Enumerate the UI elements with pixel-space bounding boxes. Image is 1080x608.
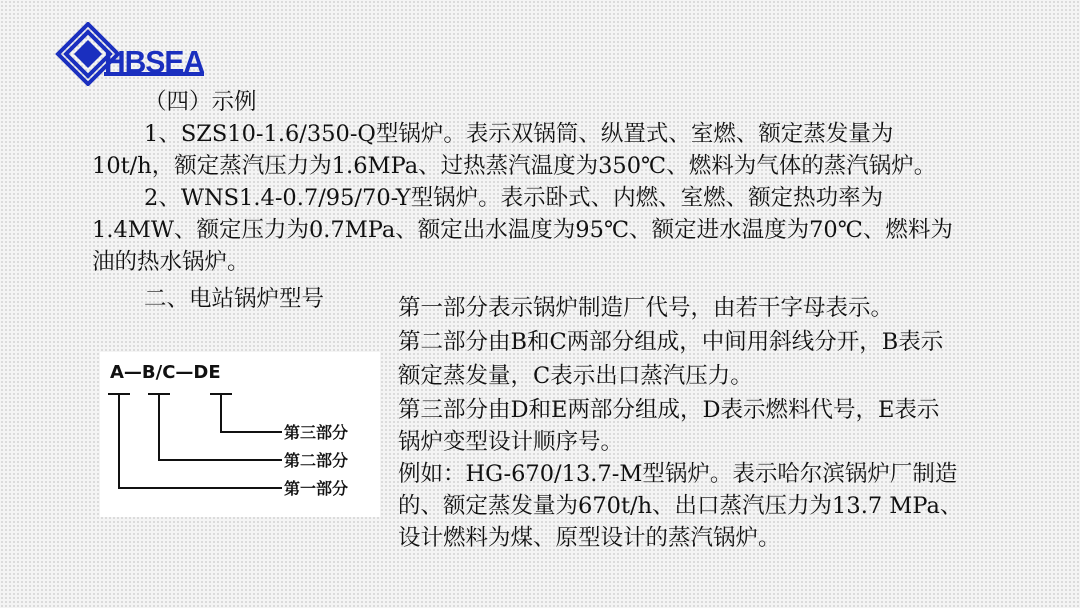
example2-line2: 1.4MW、额定压力为0.7MPa、额定出水温度为95℃、额定进水温度为70℃、燃料为 (92, 217, 953, 243)
part2-desc-line1: 第二部分由B和C两部分组成，中间用斜线分开，B表示 (398, 329, 944, 355)
example-line1: 例如：HG-670/13.7-M型锅炉。表示哈尔滨锅炉厂制造 (398, 461, 958, 487)
diagram-part1-label: 第一部分 (284, 479, 349, 498)
diagram-part3-label: 第三部分 (284, 423, 349, 442)
diagram-formula: A—B/C—DE (110, 362, 221, 383)
example-line3: 设计燃料为煤、原型设计的蒸汽锅炉。 (398, 525, 781, 551)
boiler-model-diagram (100, 352, 380, 517)
logo-text: HBSEA (104, 45, 205, 80)
section4-heading: （四）示例 (144, 89, 257, 115)
part2-desc-line2: 额定蒸发量，C表示出口蒸汽压力。 (398, 363, 753, 389)
part3-desc-line1: 第三部分由D和E两部分组成，D表示燃料代号，E表示 (398, 397, 940, 423)
example1-line1: 1、SZS10-1.6/350-Q型锅炉。表示双锅筒、纵置式、室燃、额定蒸发量为 (144, 121, 894, 147)
example-line2: 的、额定蒸发量为670t/h、出口蒸汽压力为13.7 MPa、 (398, 493, 963, 519)
section2-heading: 二、电站锅炉型号 (144, 286, 325, 312)
example1-line2: 10t/h，额定蒸汽压力为1.6MPa、过热蒸汽温度为350℃、燃料为气体的蒸汽锅炉。 (92, 153, 937, 179)
diagram-part2-label: 第二部分 (284, 451, 349, 470)
example2-line1: 2、WNS1.4-0.7/95/70-Y型锅炉。表示卧式、内燃、室燃、额定热功率为 (144, 185, 884, 211)
example2-line3: 油的热水锅炉。 (92, 249, 250, 275)
part3-desc-line2: 锅炉变型设计顺序号。 (398, 429, 624, 455)
part1-desc: 第一部分表示锅炉制造厂代号，由若干字母表示。 (398, 295, 894, 321)
